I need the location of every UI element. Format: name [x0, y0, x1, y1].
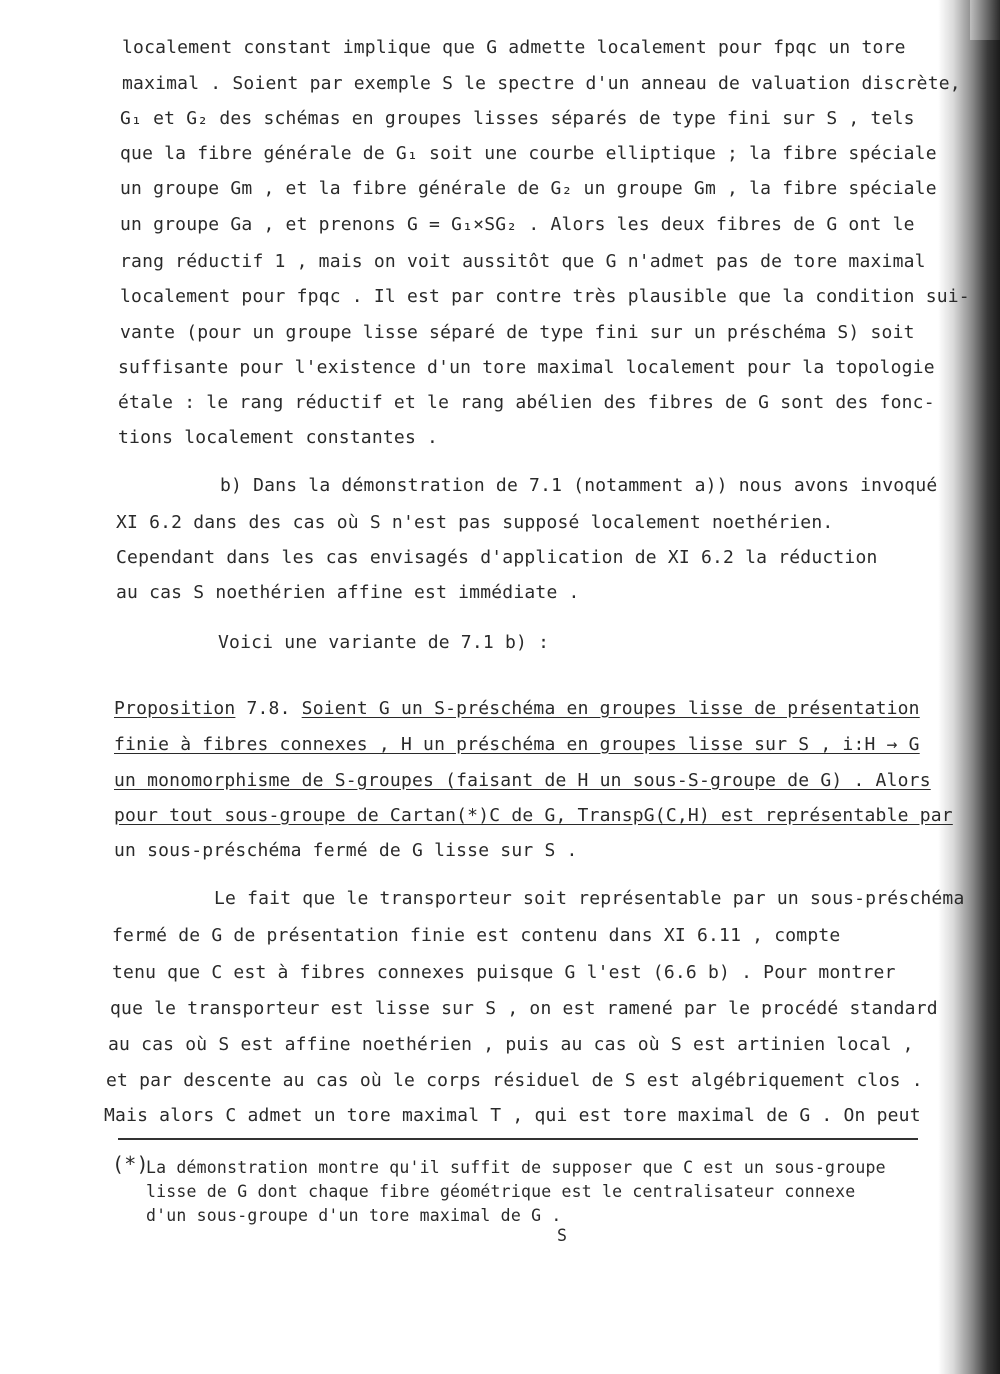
p4-line-4: que le transporteur est lisse sur S , on est ramené par le procédé standard: [110, 998, 938, 1019]
p3-line: Voici une variante de 7.1 b) :: [218, 632, 550, 653]
proposition-label: Proposition: [114, 698, 236, 719]
p4-line-6: et par descente au cas où le corps résiduel de S est algébriquement clos .: [106, 1070, 923, 1091]
p1-line-6: un groupe Ga , et prenons G = G₁×SG₂ . Alors les deux fibres de G ont le: [120, 214, 915, 235]
footnote-marker: (*): [112, 1152, 149, 1176]
footnote-line-1: La démonstration montre qu'il suffit de supposer que C est un sous-groupe: [146, 1158, 886, 1177]
proposition-number: 7.8.: [246, 698, 291, 719]
proposition-line-1: [114, 698, 920, 720]
p2-line-4: au cas S noethérien affine est immédiate .: [116, 582, 580, 603]
p4-line-7: Mais alors C admet un tore maximal T , qui est tore maximal de G . On peut: [104, 1105, 921, 1126]
footnote-line-2: lisse de G dont chaque fibre géométrique est le centralisateur connexe: [146, 1182, 856, 1201]
p2-line-3: Cependant dans les cas envisagés d'application de XI 6.2 la réduction: [116, 547, 878, 568]
p1-line-8: localement pour fpqc . Il est par contre très plausible que la condition sui-: [120, 286, 970, 307]
p1-line-7: rang réductif 1 , mais on voit aussitôt que G n'admet pas de tore maximal: [120, 251, 926, 272]
proposition-text-2: finie à fibres connexes , H un préschéma en groupes lisse sur S , i:H → G: [114, 734, 920, 755]
p1-line-9: vante (pour un groupe lisse séparé de type fini sur un préschéma S) soit: [120, 322, 915, 343]
proposition-text-4: pour tout sous-groupe de Cartan(*)C de G, TranspG(C,H) est représentable par: [114, 805, 953, 826]
binding-shadow-top: [970, 0, 1000, 40]
p1-line-1: localement constant implique que G admette localement pour fpqc un tore: [122, 37, 906, 58]
p1-line-5: un groupe Gm , et la fibre générale de G₂ un groupe Gm , la fibre spéciale: [120, 178, 937, 199]
p1-line-10: suffisante pour l'existence d'un tore maximal localement pour la topologie: [118, 357, 935, 378]
p4-line-2: fermé de G de présentation finie est contenu dans XI 6.11 , compte: [112, 925, 841, 946]
footnote-rule: [118, 1138, 918, 1140]
proposition-line-2: [114, 734, 920, 756]
p1-line-3: G₁ et G₂ des schémas en groupes lisses séparés de type fini sur S , tels: [120, 108, 915, 129]
proposition-line-4: [114, 805, 953, 827]
footnote-line-3-text: d'un sous-groupe d'un tore maximal de G: [146, 1206, 542, 1225]
proposition-line-5: un sous-préschéma fermé de G lisse sur S .: [114, 840, 578, 861]
p1-line-11: étale : le rang réductif et le rang abélien des fibres de G sont des fonc-: [118, 392, 935, 413]
footnote-line-3: d'un sous-groupe d'un tore maximal de G .: [146, 1206, 562, 1225]
p4-line-3: tenu que C est à fibres connexes puisque G l'est (6.6 b) . Pour montrer: [112, 962, 896, 983]
p4-line-5: au cas où S est affine noethérien , puis au cas où S est artinien local ,: [108, 1034, 914, 1055]
p4-line-1: Le fait que le transporteur soit représentable par un sous-préschéma: [214, 888, 965, 909]
proposition-line-3: [114, 770, 931, 792]
p1-line-4: que la fibre générale de G₁ soit une courbe elliptique ; la fibre spéciale: [120, 143, 937, 164]
p1-line-2: maximal . Soient par exemple S le spectre d'un anneau de valuation discrète,: [122, 73, 961, 94]
proposition-text-1: Soient G un S-préschéma en groupes lisse de présentation: [301, 698, 920, 719]
p2-line-2: XI 6.2 dans des cas où S n'est pas supposé localement noethérien.: [116, 512, 834, 533]
footnote-subscript: S: [557, 1226, 568, 1245]
binding-shadow: [938, 0, 1000, 1374]
p1-line-12: tions localement constantes .: [118, 427, 439, 448]
proposition-text-3: un monomorphisme de S-groupes (faisant de H un sous-S-groupe de G) . Alors: [114, 770, 931, 791]
p2-line-1: b) Dans la démonstration de 7.1 (notamment a)) nous avons invoqué: [220, 475, 938, 496]
